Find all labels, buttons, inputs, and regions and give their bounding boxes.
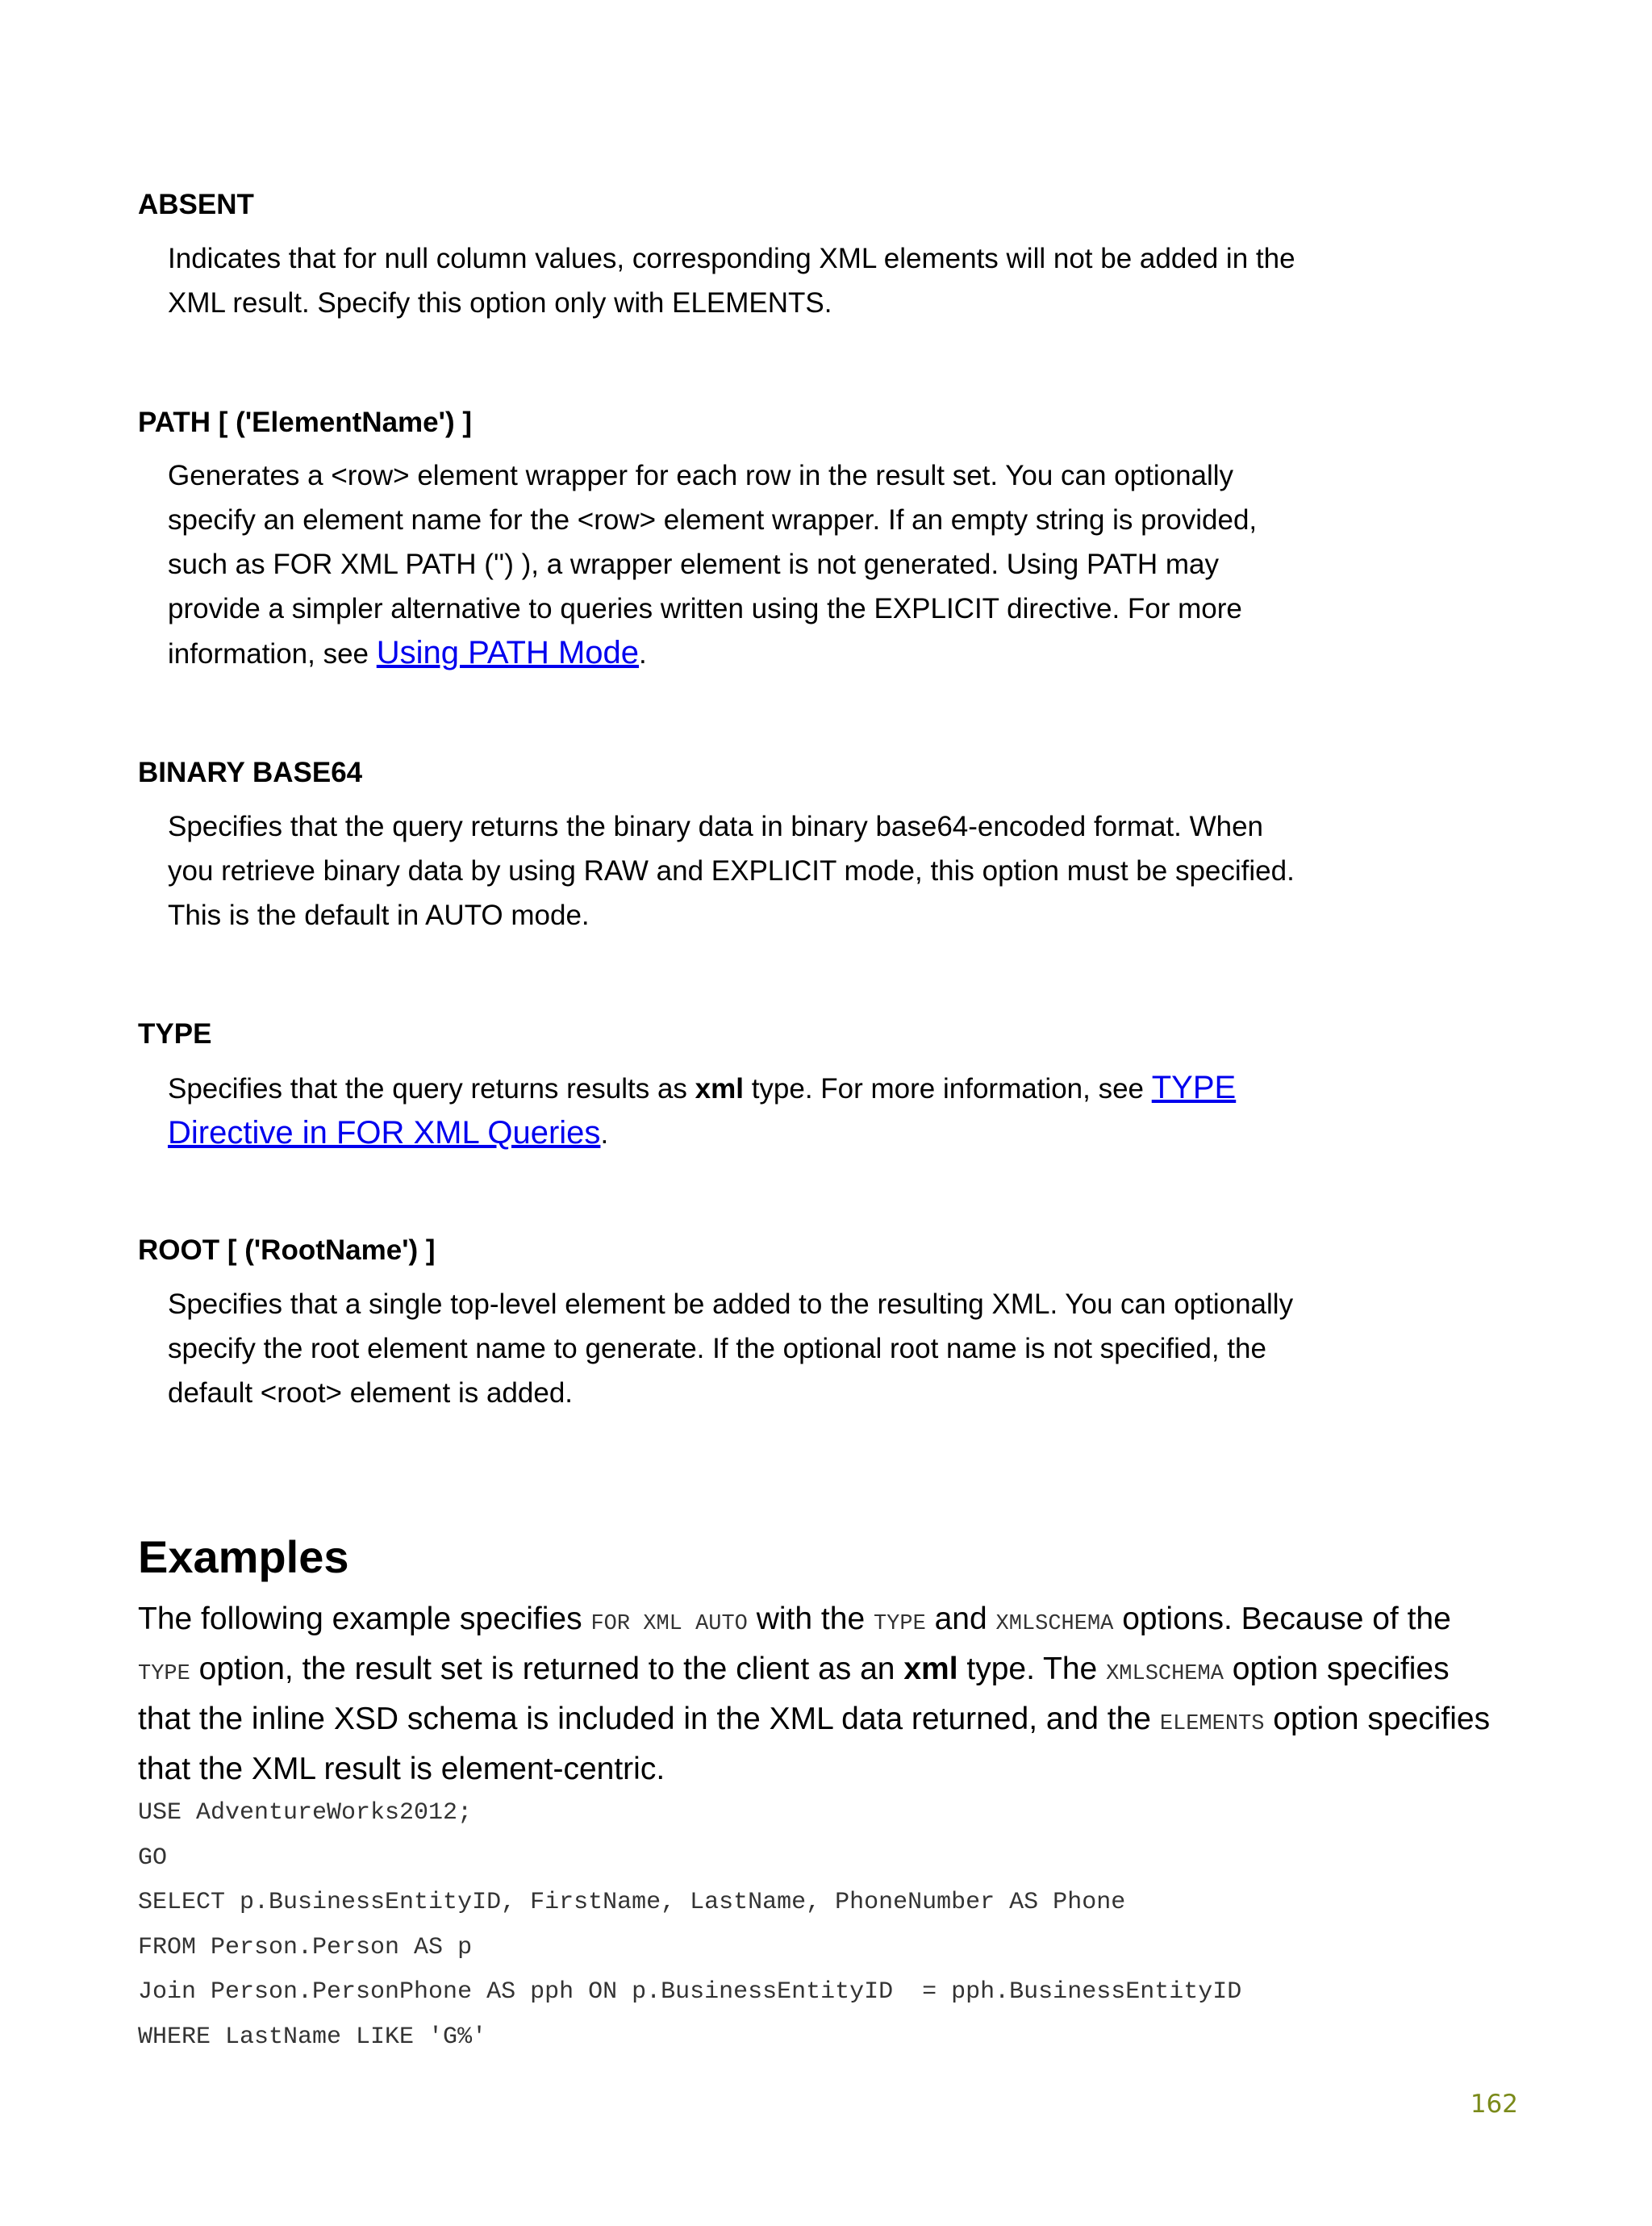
code-line: SELECT p.BusinessEntityID, FirstName, LastName, PhoneNumber AS Phone — [138, 1889, 1126, 1916]
intro-text: option, the result set is returned to the client as an — [190, 1652, 904, 1686]
inline-code: FOR XML AUTO — [590, 1612, 748, 1636]
inline-code: TYPE — [138, 1662, 190, 1686]
examples-intro — [138, 1597, 1493, 1791]
examples-heading: Examples — [138, 1531, 349, 1582]
inline-code: XMLSCHEMA — [1106, 1662, 1224, 1686]
intro-text: and — [925, 1602, 996, 1636]
option-desc-text-end: . — [639, 638, 647, 670]
option-desc-text: Specifies that the query returns results as — [168, 1073, 695, 1105]
intro-text: The following example specifies — [138, 1602, 591, 1636]
code-line: GO — [138, 1844, 168, 1872]
option-desc-binary-base64 — [168, 804, 1313, 938]
option-desc-path — [168, 453, 1313, 676]
option-term-type: TYPE — [138, 1018, 212, 1050]
code-line: USE AdventureWorks2012; — [138, 1799, 473, 1827]
type-directive-link[interactable]: TYPE Directive in FOR XML Queries — [168, 1070, 1237, 1151]
option-term-root: ROOT [ ('RootName') ] — [138, 1234, 436, 1266]
intro-text: option specifies that the inline XSD schema is included in the XML data returned, and the — [138, 1652, 1450, 1736]
inline-code: XMLSCHEMA — [995, 1612, 1114, 1636]
option-desc-type — [168, 1066, 1313, 1156]
option-desc-text-end: . — [600, 1118, 609, 1150]
code-line: Join Person.PersonPhone AS pph ON p.BusinessEntityID = pph.BusinessEntityID — [138, 1978, 1242, 2006]
option-term-absent: ABSENT — [138, 189, 254, 220]
page-number: 162 — [1470, 2090, 1518, 2119]
option-desc-text: Indicates that for null column values, corresponding XML elements will not be added in the XML result. Specify this option only with ELEMENTS. — [168, 243, 1295, 319]
inline-code: TYPE — [873, 1612, 926, 1636]
code-line: WHERE LastName LIKE 'G%' — [138, 2023, 487, 2051]
option-desc-text-middle: type. For more information, see — [743, 1073, 1152, 1105]
option-desc-bold: xml — [695, 1073, 744, 1105]
using-path-mode-link[interactable]: Using PATH Mode — [376, 635, 640, 670]
intro-text: option specifies that the XML result is element-centric. — [138, 1702, 1491, 1786]
option-desc-absent — [168, 236, 1313, 325]
intro-text: type. The — [957, 1652, 1107, 1686]
code-block — [138, 1791, 1241, 2060]
code-line: FROM Person.Person AS p — [138, 1933, 473, 1961]
intro-bold: xml — [903, 1652, 958, 1686]
intro-text: options. Because of the — [1113, 1602, 1451, 1636]
option-term-path: PATH [ ('ElementName') ] — [138, 407, 473, 438]
option-term-binary-base64: BINARY BASE64 — [138, 757, 363, 788]
option-desc-text: Specifies that the query returns the binary data in binary base64-encoded format. When you retrieve binary data by using RAW and EXPLICIT mode, this option must be specified. This is the default in AUTO mode. — [168, 811, 1295, 931]
option-desc-text: Generates a <row> element wrapper for each row in the result set. You can optionally specify an element name for the <row> element wrapper. If an empty string is provided, such as FOR XML PATH ('') ), a wrapper element is not generated. Using PATH may provide a simpler alternative to queries written using the EXPLICIT directive. For more information, see — [168, 460, 1258, 670]
option-desc-text: Specifies that a single top-level element be added to the resulting XML. You can optionally specify the root element name to generate. If the optional root name is not specified, the default <root> element is added. — [168, 1288, 1294, 1409]
inline-code: ELEMENTS — [1159, 1712, 1265, 1736]
intro-text: with the — [747, 1602, 874, 1636]
option-desc-root — [168, 1282, 1313, 1415]
